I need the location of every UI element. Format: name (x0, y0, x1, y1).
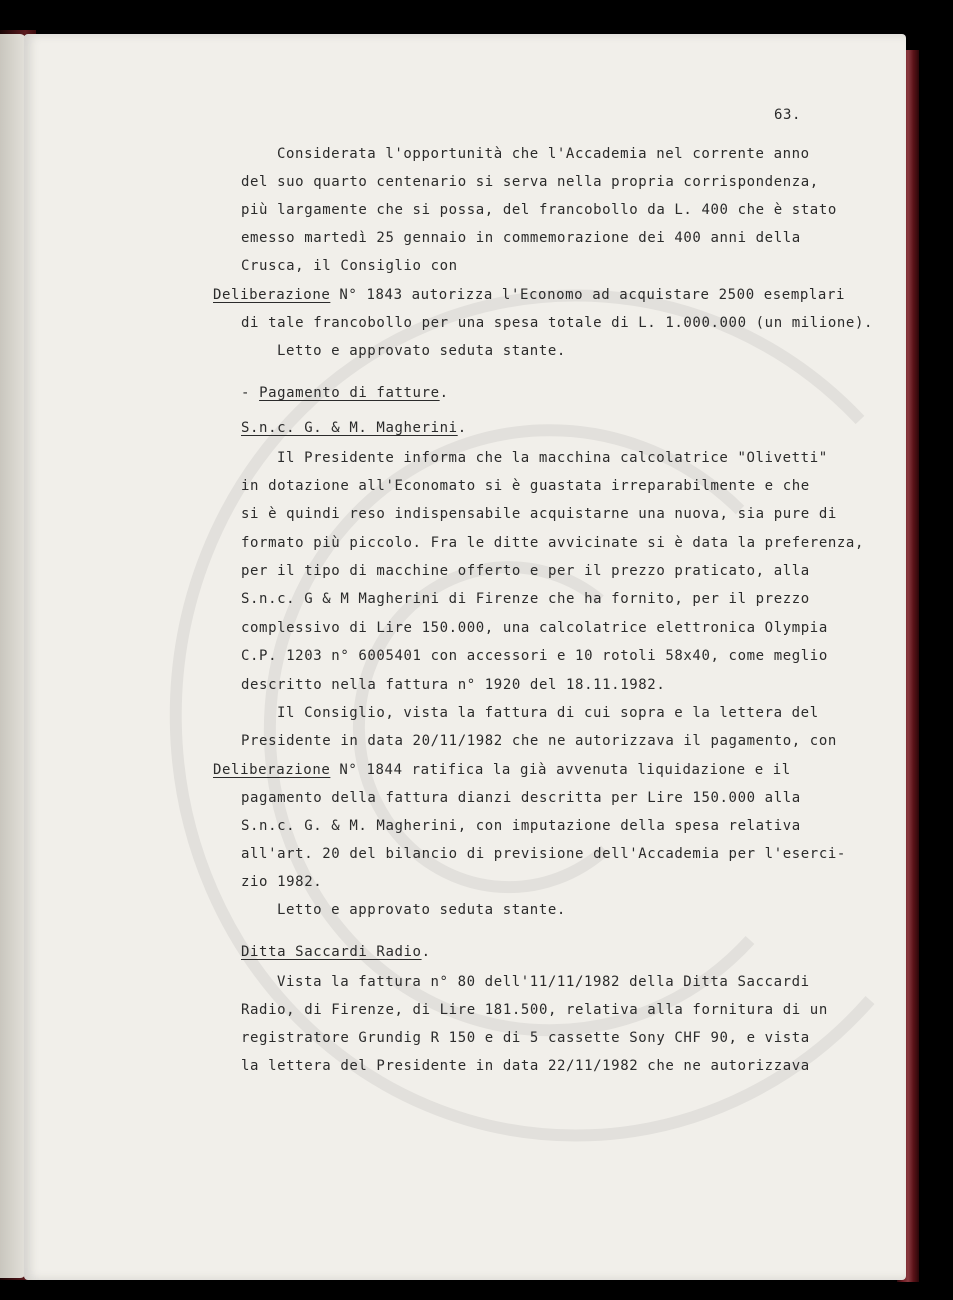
text-line: del suo quarto centenario si serva nella propria corrispondenza, (241, 174, 819, 190)
text-line: emesso martedì 25 gennaio in commemorazione dei 400 anni della (241, 230, 801, 246)
subsection-title-magherini: S.n.c. G. & M. Magherini (241, 420, 458, 436)
text-line: S.n.c. G & M Magherini di Firenze che ha fornito, per il prezzo (241, 591, 810, 607)
text-line: Considerata l'opportunità che l'Accademia nel corrente anno (277, 146, 810, 162)
text-line: registratore Grundig R 150 e di 5 cassette Sony CHF 90, e vista (241, 1030, 810, 1046)
section-title-fatture: Pagamento di fatture (259, 385, 440, 401)
text-line: S.n.c. G. & M. Magherini, con imputazione della spesa relativa (241, 818, 801, 834)
text-line: la lettera del Presidente in data 22/11/1982 che ne autorizzava (241, 1058, 810, 1074)
text-line: Il Consiglio, vista la fattura di cui sopra e la lettera del (277, 705, 819, 721)
text-line: complessivo di Lire 150.000, una calcolatrice elettronica Olympia (241, 620, 828, 636)
subsection-heading: Ditta Saccardi Radio. (241, 944, 431, 960)
text-line: Presidente in data 20/11/1982 che ne autorizzava il pagamento, con (241, 733, 837, 749)
text-line: Radio, di Firenze, di Lire 181.500, relativa alla fornitura di un (241, 1002, 828, 1018)
text-line: Letto e approvato seduta stante. (277, 343, 566, 359)
text-line: pagamento della fattura dianzi descritta per Lire 150.000 alla (241, 790, 801, 806)
section-heading: - Pagamento di fatture. (241, 385, 449, 401)
text-line: si è quindi reso indispensabile acquistarne una nuova, sia pure di (241, 506, 837, 522)
text-line: per il tipo di macchine offerto e per il prezzo praticato, alla (241, 563, 810, 579)
subsection-title-saccardi: Ditta Saccardi Radio (241, 944, 422, 960)
text-line: C.P. 1203 n° 6005401 con accessori e 10 rotoli 58x40, come meglio (241, 648, 828, 664)
text-line: Crusca, il Consiglio con (241, 258, 458, 274)
deliberazione-label: Deliberazione (213, 762, 331, 778)
subsection-heading: S.n.c. G. & M. Magherini. (241, 420, 467, 436)
text-line: zio 1982. (241, 874, 323, 890)
page-number: 63. (774, 107, 802, 123)
text-line (213, 286, 845, 304)
text-segment: N° 1844 ratifica la già avvenuta liquidazione e il (330, 762, 791, 778)
text-line: descritto nella fattura n° 1920 del 18.11.1982. (241, 677, 666, 693)
left-page-edge (0, 34, 26, 1278)
text-line (213, 761, 791, 779)
text-line: Il Presidente informa che la macchina calcolatrice "Olivetti" (277, 450, 828, 466)
text-line: formato più piccolo. Fra le ditte avvicinate si è data la preferenza, (241, 535, 864, 551)
text-line: più largamente che si possa, del francobollo da L. 400 che è stato (241, 202, 837, 218)
deliberazione-label: Deliberazione (213, 287, 331, 303)
text-line: Letto e approvato seduta stante. (277, 902, 566, 918)
text-line: di tale francobollo per una spesa totale di L. 1.000.000 (un milione). (241, 315, 874, 331)
text-segment: N° 1843 autorizza l'Economo ad acquistare 2500 esemplari (330, 287, 846, 303)
text-line: Vista la fattura n° 80 dell'11/11/1982 della Ditta Saccardi (277, 974, 810, 990)
text-line: in dotazione all'Economato si è guastata irreparabilmente e che (241, 478, 810, 494)
text-line: all'art. 20 del bilancio di previsione dell'Accademia per l'eserci- (241, 846, 846, 862)
